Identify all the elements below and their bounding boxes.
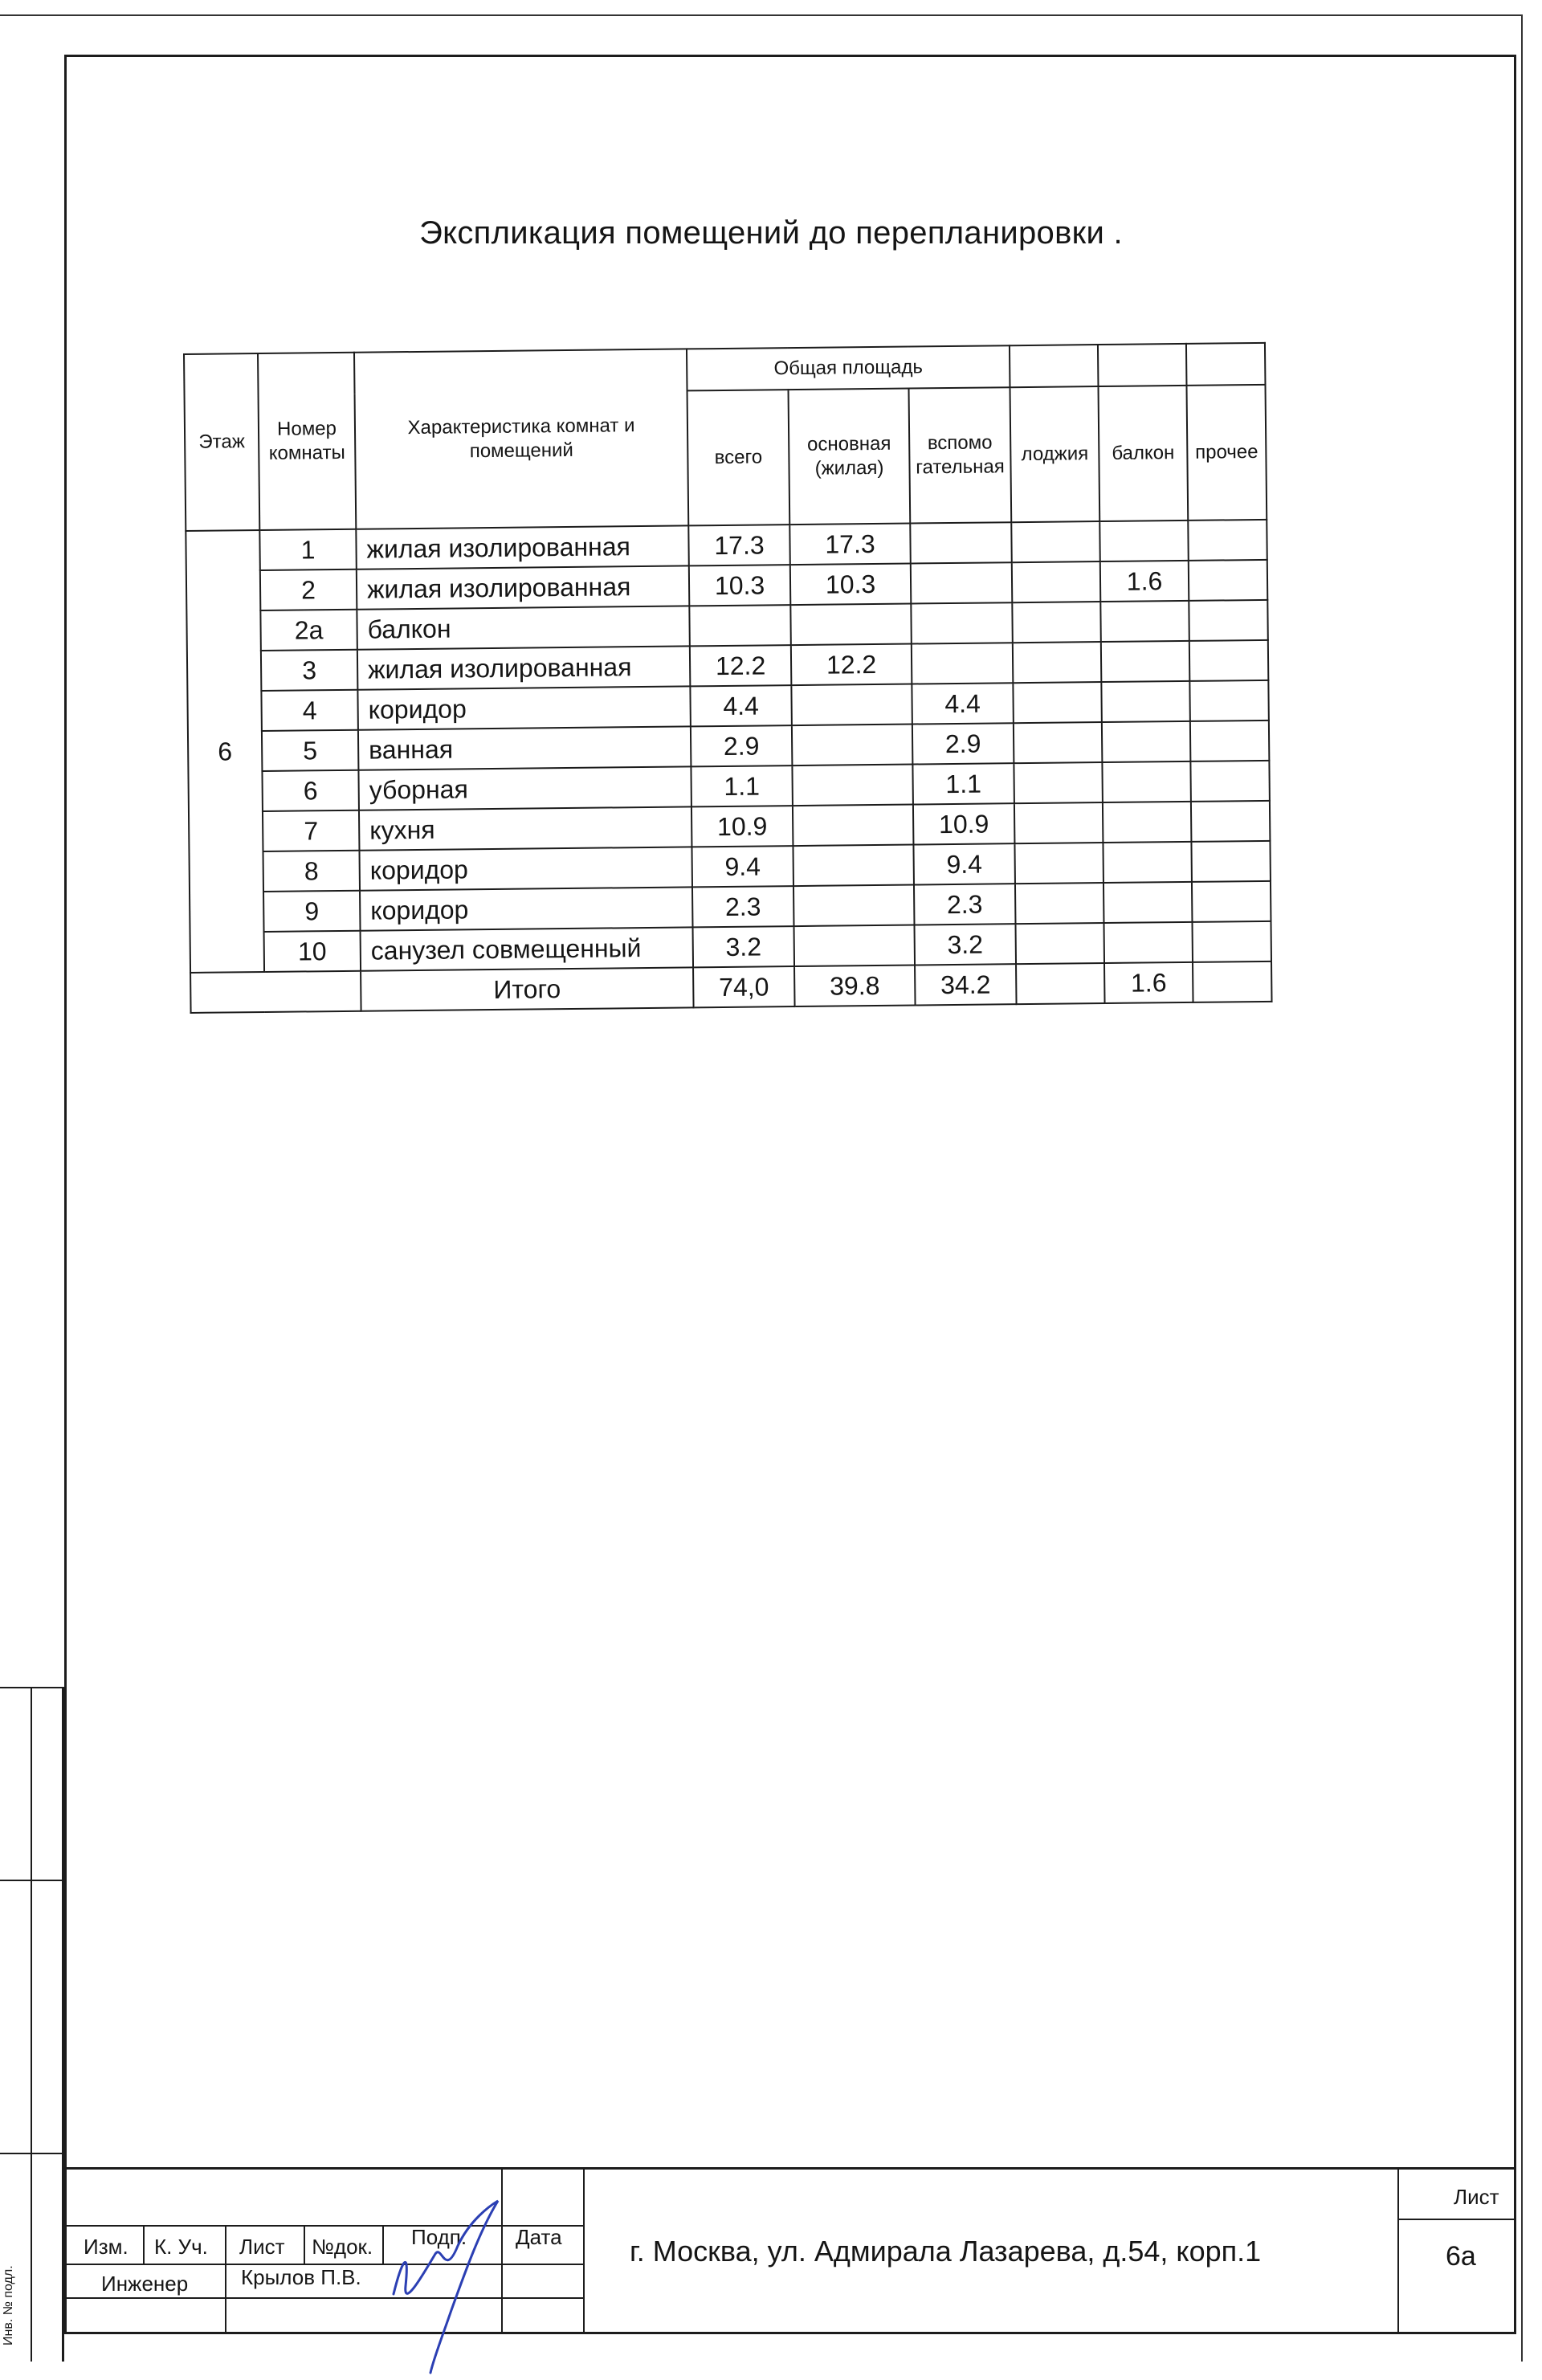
loggia-cell bbox=[1011, 521, 1100, 562]
loggia-cell bbox=[1014, 843, 1103, 884]
total-area-cell: 12.2 bbox=[690, 645, 792, 686]
aux-area-cell: 2.9 bbox=[912, 723, 1014, 764]
main-area-cell bbox=[791, 684, 912, 726]
balcony-cell bbox=[1100, 601, 1189, 642]
header-empty-cell bbox=[1186, 343, 1266, 386]
room-description-cell: коридор bbox=[360, 887, 693, 930]
loggia-cell bbox=[1012, 602, 1101, 643]
balcony-cell: 1.6 bbox=[1100, 561, 1189, 602]
room-number-cell: 2а bbox=[260, 610, 357, 651]
room-number-cell: 8 bbox=[263, 851, 360, 892]
explication-table bbox=[183, 342, 1273, 1014]
total-area-cell: 2.9 bbox=[691, 725, 793, 766]
other-cell bbox=[1189, 600, 1268, 641]
balcony-cell bbox=[1103, 882, 1193, 923]
other-cell bbox=[1188, 520, 1267, 561]
room-description-cell: балкон bbox=[357, 606, 690, 649]
totals-total: 74,0 bbox=[693, 966, 795, 1007]
room-number-cell: 1 bbox=[259, 529, 357, 570]
side-binding-strip bbox=[0, 1687, 64, 2362]
room-description-cell: жилая изолированная bbox=[357, 646, 691, 689]
title-block-divider bbox=[304, 2225, 305, 2264]
other-cell bbox=[1192, 921, 1271, 962]
loggia-cell bbox=[1015, 923, 1104, 964]
other-cell bbox=[1189, 640, 1269, 681]
header-total: всего bbox=[687, 390, 790, 525]
aux-area-cell: 9.4 bbox=[913, 843, 1015, 884]
header-auxiliary: вспомо гательная bbox=[909, 387, 1012, 523]
loggia-cell bbox=[1012, 561, 1101, 602]
total-area-cell bbox=[689, 605, 791, 646]
room-number-cell: 10 bbox=[264, 931, 361, 972]
loggia-cell bbox=[1013, 682, 1102, 723]
other-cell bbox=[1192, 881, 1271, 922]
stamp-col-ndok: №док. bbox=[312, 2235, 373, 2259]
main-area-cell bbox=[792, 725, 913, 766]
totals-main: 39.8 bbox=[794, 965, 916, 1007]
header-main-living: основная (жилая) bbox=[789, 389, 911, 525]
floor-cell: 6 bbox=[186, 530, 264, 973]
aux-area-cell: 2.3 bbox=[914, 884, 1016, 925]
total-area-cell: 3.2 bbox=[693, 926, 795, 967]
room-number-cell: 7 bbox=[263, 810, 360, 851]
stamp-role: Инженер bbox=[101, 2272, 189, 2296]
side-strip-rule bbox=[0, 1687, 64, 1688]
side-strip-rule bbox=[0, 2153, 64, 2154]
main-area-cell: 12.2 bbox=[791, 644, 912, 686]
other-cell bbox=[1190, 761, 1270, 802]
total-area-cell: 17.3 bbox=[688, 525, 790, 565]
aux-area-cell: 4.4 bbox=[912, 683, 1014, 724]
room-number-cell: 3 bbox=[261, 650, 358, 691]
balcony-cell bbox=[1103, 922, 1193, 963]
room-description-cell: ванная bbox=[358, 726, 691, 770]
header-empty-cell bbox=[1098, 344, 1187, 386]
aux-area-cell: 3.2 bbox=[915, 924, 1017, 965]
totals-loggia bbox=[1016, 963, 1105, 1004]
loggia-cell bbox=[1014, 722, 1103, 763]
balcony-cell bbox=[1102, 761, 1191, 802]
side-strip-divider bbox=[31, 1687, 32, 2362]
aux-area-cell bbox=[911, 602, 1013, 643]
header-total-area-group: Общая площадь bbox=[687, 345, 1010, 390]
room-number-cell: 9 bbox=[263, 891, 361, 932]
balcony-cell bbox=[1102, 721, 1191, 762]
stamp-col-list: Лист bbox=[239, 2235, 285, 2259]
stamp-col-kuch: К. Уч. bbox=[154, 2235, 208, 2259]
totals-aux: 34.2 bbox=[915, 964, 1017, 1005]
loggia-cell bbox=[1015, 883, 1104, 924]
other-cell bbox=[1190, 721, 1270, 761]
main-area-cell bbox=[792, 765, 913, 806]
header-loggia: лоджия bbox=[1010, 386, 1099, 522]
stamp-col-date: Дата bbox=[516, 2225, 562, 2249]
side-strip-label: Инв. № подл. bbox=[2, 2265, 15, 2345]
totals-label: Итого bbox=[361, 967, 694, 1010]
other-cell bbox=[1189, 680, 1269, 721]
total-area-cell: 9.4 bbox=[691, 846, 793, 887]
header-empty-cell bbox=[1010, 345, 1099, 387]
balcony-cell bbox=[1101, 641, 1190, 682]
title-block-divider bbox=[143, 2225, 145, 2264]
main-area-cell bbox=[793, 845, 914, 887]
title-block-divider bbox=[1397, 2167, 1399, 2334]
room-description-cell: коридор bbox=[359, 847, 692, 890]
loggia-cell bbox=[1014, 802, 1103, 843]
room-number-cell: 4 bbox=[261, 690, 358, 731]
total-area-cell: 10.9 bbox=[691, 806, 793, 847]
stamp-col-podp: Подп. bbox=[411, 2225, 467, 2249]
title-block-rule bbox=[1397, 2219, 1516, 2220]
aux-area-cell: 10.9 bbox=[913, 803, 1015, 844]
main-area-cell: 10.3 bbox=[790, 564, 912, 606]
header-room-number: Номер комнаты bbox=[258, 353, 356, 530]
other-cell bbox=[1191, 801, 1271, 842]
loggia-cell bbox=[1013, 642, 1102, 683]
main-area-cell bbox=[790, 604, 912, 646]
other-cell bbox=[1191, 841, 1271, 882]
header-description: Характеристика комнат и помещений bbox=[354, 349, 688, 529]
balcony-cell bbox=[1103, 842, 1192, 883]
balcony-cell bbox=[1101, 681, 1190, 722]
handwritten-signature bbox=[377, 2198, 506, 2374]
title-block-divider bbox=[583, 2167, 585, 2334]
room-number-cell: 2 bbox=[260, 569, 357, 610]
object-address: г. Москва, ул. Адмирала Лазарева, д.54, корп.1 bbox=[630, 2235, 1262, 2268]
main-area-cell bbox=[793, 885, 915, 927]
aux-area-cell bbox=[910, 522, 1012, 563]
room-description-cell: жилая изолированная bbox=[357, 565, 690, 609]
side-strip-rule bbox=[0, 1880, 64, 1881]
balcony-cell bbox=[1103, 802, 1192, 843]
totals-empty-cell bbox=[190, 971, 361, 1013]
header-other: прочее bbox=[1186, 385, 1267, 520]
title-block-divider bbox=[225, 2225, 226, 2334]
loggia-cell bbox=[1014, 762, 1103, 803]
document-title: Экспликация помещений до перепланировки . bbox=[419, 215, 1123, 251]
room-description-cell: жилая изолированная bbox=[356, 525, 689, 569]
room-description-cell: уборная bbox=[358, 766, 691, 810]
balcony-cell bbox=[1099, 520, 1189, 561]
sheet-number: 6а bbox=[1446, 2241, 1476, 2272]
header-balcony: балкон bbox=[1098, 386, 1188, 521]
room-description-cell: санузел совмещенный bbox=[361, 927, 694, 970]
main-area-cell bbox=[793, 805, 914, 847]
header-floor: Этаж bbox=[184, 353, 259, 531]
aux-area-cell: 1.1 bbox=[912, 763, 1014, 804]
stamp-col-izm: Изм. bbox=[84, 2235, 128, 2259]
main-area-cell: 17.3 bbox=[789, 524, 911, 565]
sheet-label: Лист bbox=[1454, 2185, 1499, 2209]
total-area-cell: 1.1 bbox=[691, 765, 793, 806]
room-number-cell: 5 bbox=[262, 730, 359, 771]
total-area-cell: 4.4 bbox=[690, 685, 792, 726]
stamp-person: Крылов П.В. bbox=[241, 2265, 361, 2289]
totals-other bbox=[1193, 961, 1272, 1002]
room-description-cell: коридор bbox=[357, 686, 691, 729]
room-number-cell: 6 bbox=[262, 770, 359, 811]
main-area-cell bbox=[794, 925, 916, 967]
total-area-cell: 2.3 bbox=[692, 886, 794, 927]
aux-area-cell bbox=[912, 643, 1014, 684]
total-area-cell: 10.3 bbox=[689, 565, 791, 606]
other-cell bbox=[1189, 560, 1268, 601]
totals-balcony: 1.6 bbox=[1104, 962, 1193, 1003]
aux-area-cell bbox=[911, 562, 1013, 603]
room-description-cell: кухня bbox=[359, 806, 692, 850]
